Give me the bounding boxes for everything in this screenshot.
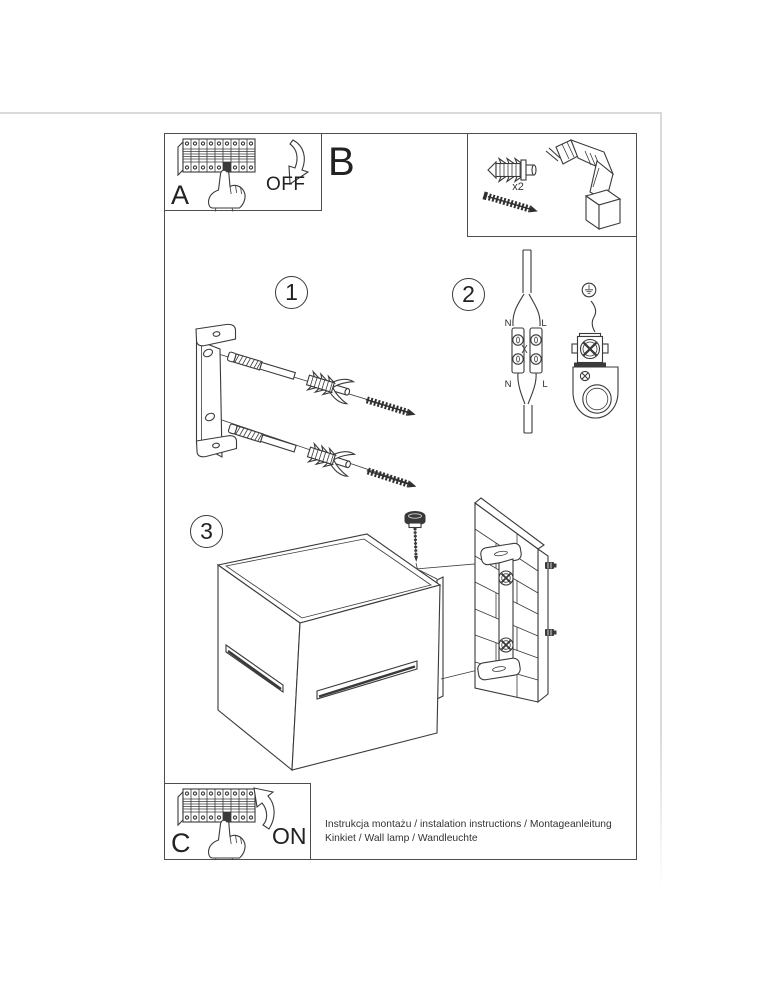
fixing-screw-icon [405,512,425,563]
mounting-screw-icon [227,352,296,381]
wall-anchor-icon [488,159,536,182]
anchor-quantity-label: x2 [512,181,524,193]
drill-icon [546,140,620,229]
step-3-number: 3 [200,518,213,544]
ground-clamp-icon [572,334,618,419]
mounting-screw-icon [228,424,297,453]
step-1-badge [275,276,308,309]
wire-label-l-top: L [541,318,547,329]
section-label-b: B [328,140,355,184]
step-2-number: 2 [462,281,475,307]
protruding-screw-icon [545,629,557,636]
section-label-c: C [171,828,191,858]
wire-label-n-bottom: N [504,379,512,390]
step-3-badge [190,515,223,548]
screw-icon [482,191,538,215]
step1-assembly [196,324,417,490]
wall-screw-icon [365,396,417,418]
terminal-block-icon [512,328,542,373]
ground-wire-icon [591,301,596,332]
mounting-bracket-icon [196,324,237,457]
step-1-number: 1 [285,279,298,305]
pointing-hand-icon [209,820,246,860]
step2-wiring [505,250,618,433]
step3-mounting [218,498,557,770]
breaker-panel-on-icon [178,788,274,860]
caption-line-2: Kinkiet / Wall lamp / Wandleuchte [325,832,478,844]
section-label-a: A [171,180,190,210]
pointing-hand-icon [209,170,246,211]
protruding-screw-icon [545,562,557,569]
off-state-label: OFF [266,174,306,195]
ground-symbol-icon [582,283,596,297]
page-edge-horizontal [0,112,662,114]
wire-label-l-bottom: L [542,379,548,390]
on-state-label: ON [272,823,307,849]
caption-line-1: Instrukcja montażu / instalation instructions / Montageanleitung [325,819,612,830]
caption-block [325,818,612,846]
cube-lamp-icon [218,534,440,770]
page-edge-vertical [660,112,662,890]
wire-label-n-top: N [504,318,512,329]
expansion-plug-icon [305,368,354,404]
expansion-plug-icon [305,440,354,476]
instruction-drawings [164,133,637,860]
step-2-badge [452,278,485,311]
wall-screw-icon [366,467,418,490]
